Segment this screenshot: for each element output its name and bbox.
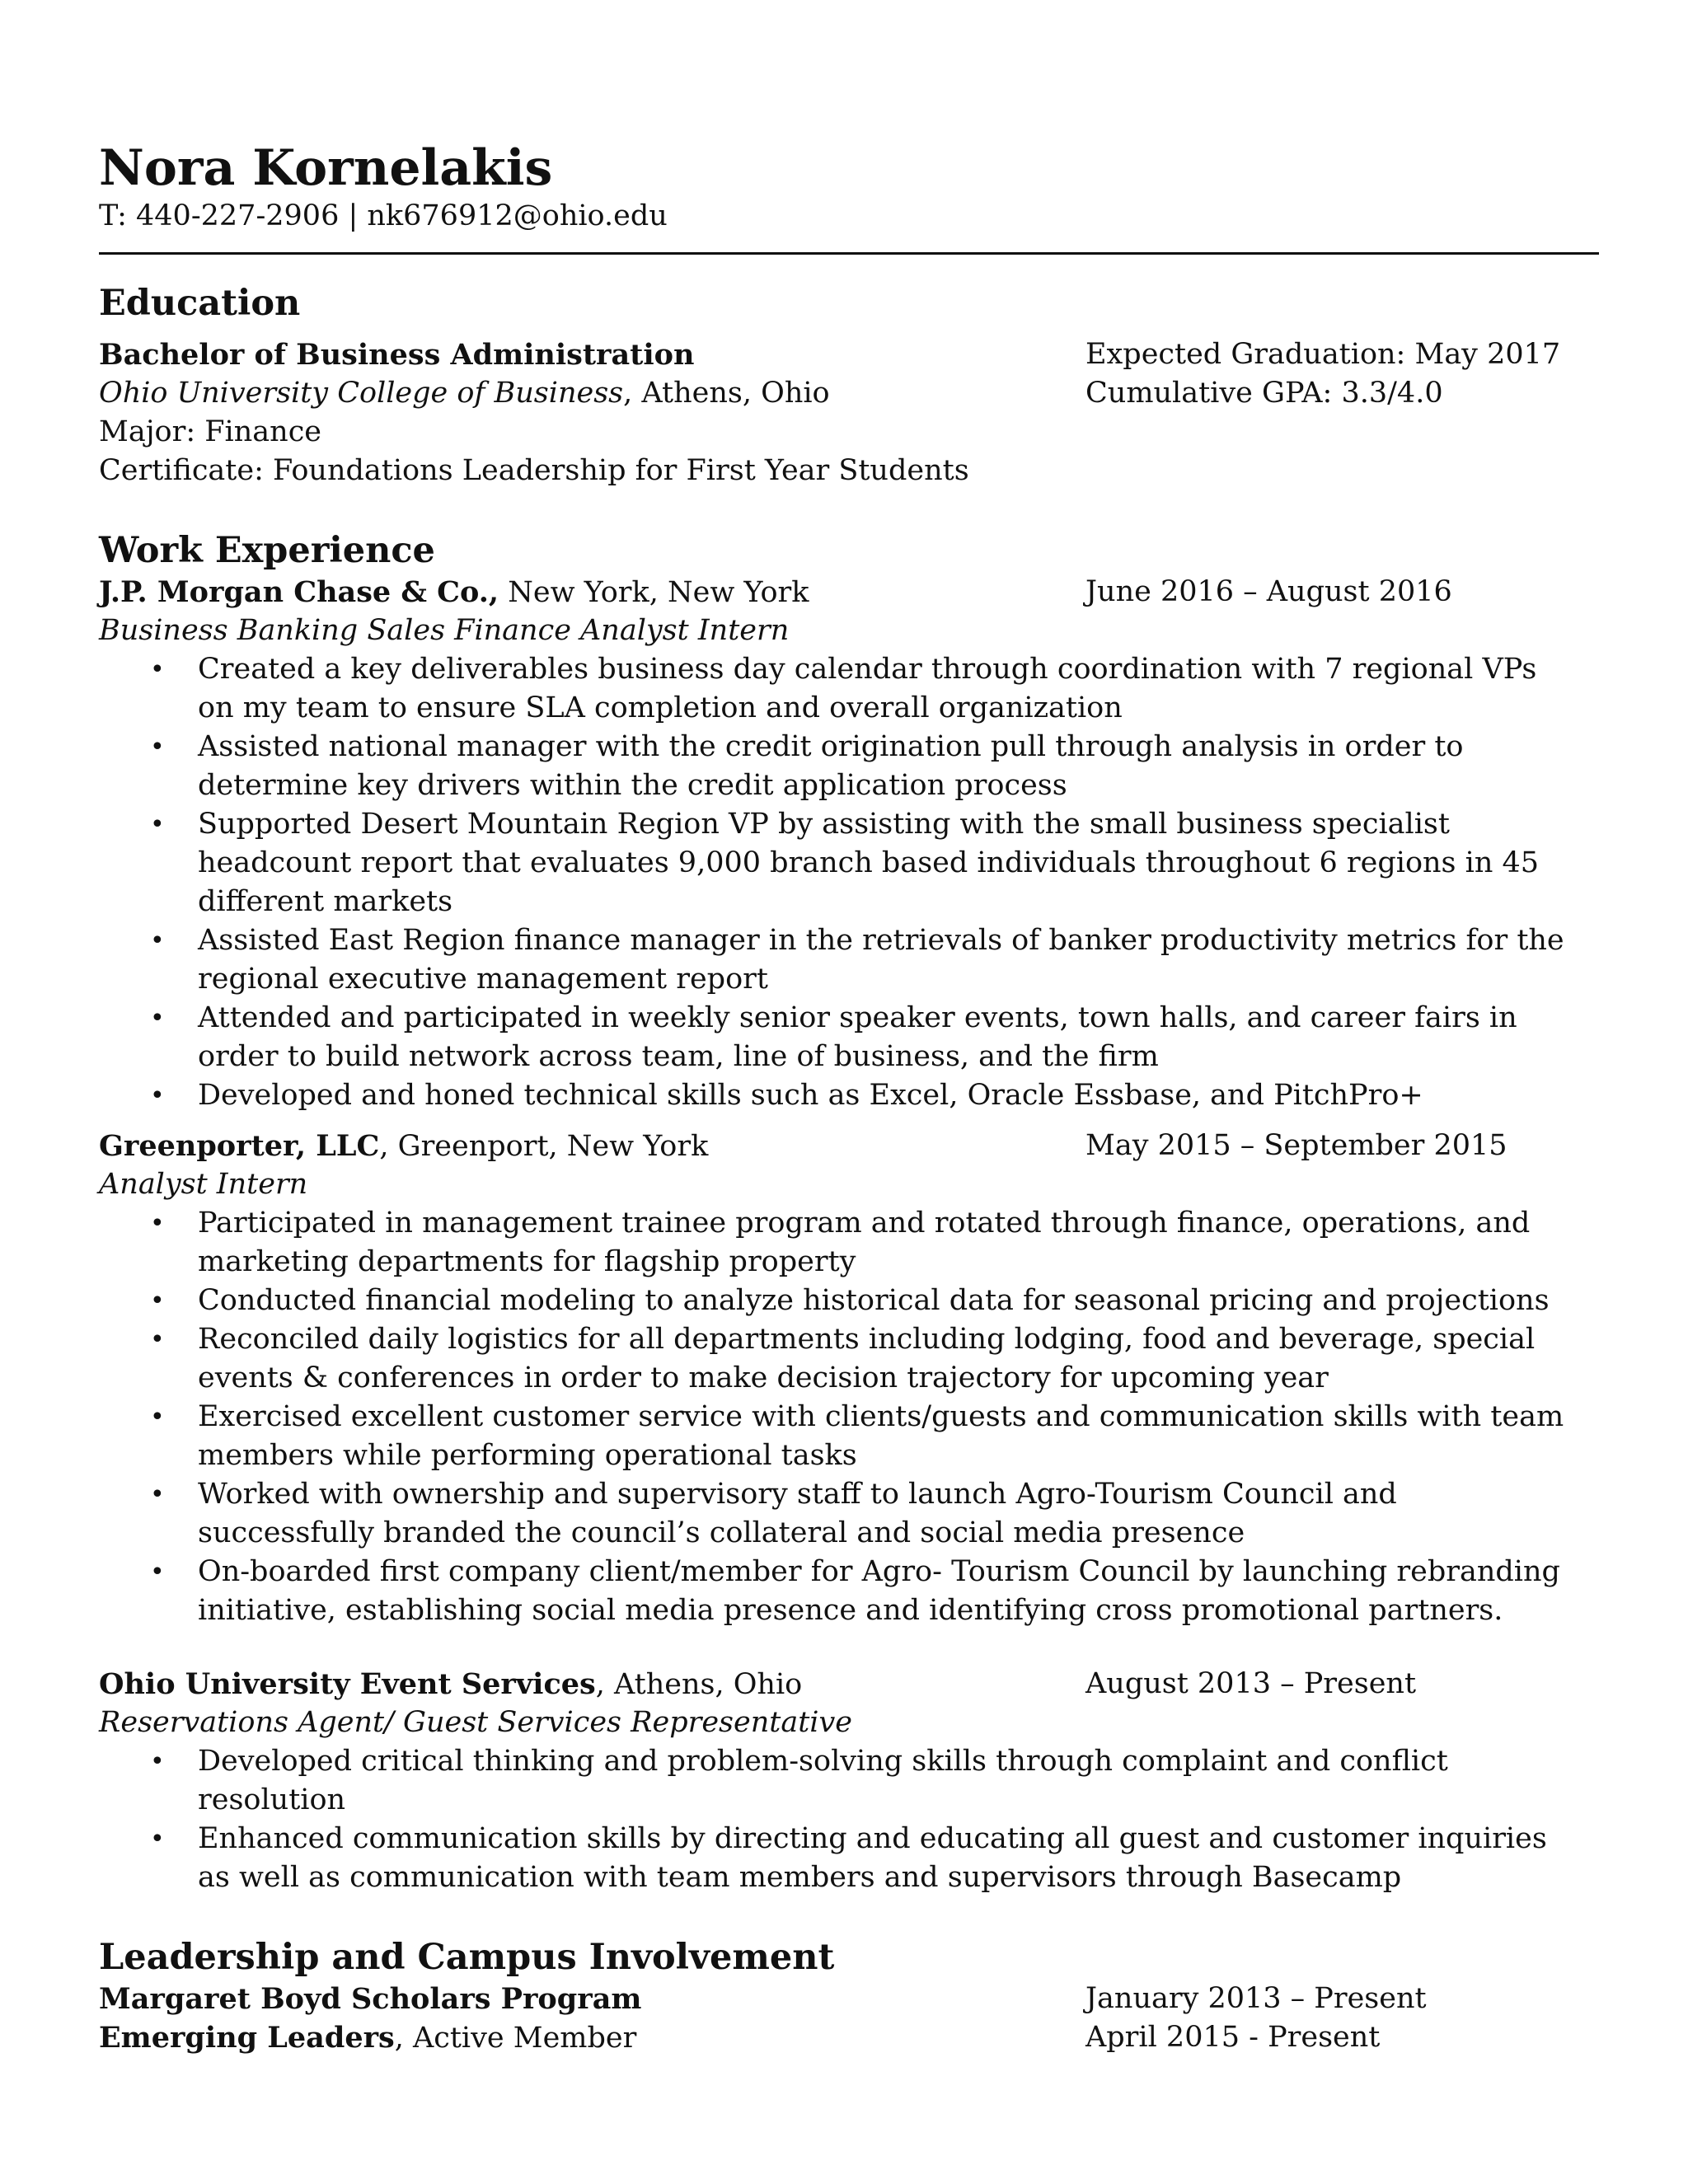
education-heading: Education bbox=[99, 283, 301, 324]
company-location: , Greenport, New York bbox=[379, 1130, 709, 1163]
list-item bbox=[99, 1204, 1574, 1282]
leadership-item bbox=[99, 1980, 1597, 2018]
bullet-icon: • bbox=[150, 733, 165, 762]
bullet-text: Assisted East Region finance manager in the retrievals of banker productivity metrics for the regional executive management report bbox=[198, 924, 1564, 996]
list-item bbox=[99, 728, 1574, 805]
job-title: Business Banking Sales Finance Analyst Intern bbox=[99, 614, 790, 647]
bullet-text: On-boarded first company client/member for Agro- Tourism Council by launching rebranding initiative, establishing social media presence and identifying cross promotional partners. bbox=[198, 1555, 1560, 1627]
certificate: Certificate: Foundations Leadership for First Year Students bbox=[99, 454, 969, 487]
bullet-icon: • bbox=[150, 1558, 165, 1586]
list-item bbox=[99, 921, 1574, 999]
bullet-text: Enhanced communication skills by directing and educating all guest and customer inquiries as well as communication with team members and supervisors through Basecamp bbox=[198, 1822, 1547, 1894]
bullet-icon: • bbox=[150, 1209, 165, 1238]
job-dates: May 2015 – September 2015 bbox=[1085, 1129, 1507, 1162]
bullet-icon: • bbox=[150, 1747, 165, 1776]
organization-name: Emerging Leaders bbox=[99, 2021, 395, 2055]
list-item bbox=[99, 805, 1574, 921]
job-bullet-list bbox=[99, 1204, 1597, 1630]
bullet-icon: • bbox=[150, 926, 165, 955]
bullet-icon: • bbox=[150, 1825, 165, 1854]
bullet-text: Attended and participated in weekly senior speaker events, town halls, and career fairs in order to build network across team, line of business, and the firm bbox=[198, 1001, 1517, 1073]
work-experience-heading: Work Experience bbox=[99, 530, 435, 571]
bullet-icon: • bbox=[150, 1004, 165, 1033]
company-name: Ohio University Event Services bbox=[99, 1667, 596, 1701]
involvement-dates: January 2013 – Present bbox=[1085, 1982, 1427, 2015]
education-section bbox=[99, 281, 1597, 490]
job-dates: June 2016 – August 2016 bbox=[1085, 575, 1452, 608]
job-bullet-list bbox=[99, 1742, 1597, 1897]
bullet-icon: • bbox=[150, 655, 165, 684]
work-experience-section bbox=[99, 528, 1597, 1897]
resume-page bbox=[99, 140, 1597, 2057]
bullet-text: Exercised excellent customer service with clients/guests and communication skills with team members while performing operational tasks bbox=[198, 1400, 1564, 1472]
organization-role: , Active Member bbox=[394, 2022, 637, 2055]
bullet-icon: • bbox=[150, 1325, 165, 1354]
leadership-section bbox=[99, 1935, 1597, 2057]
list-item bbox=[99, 999, 1574, 1076]
job-entry bbox=[99, 1127, 1597, 1630]
bullet-text: Participated in management trainee program and rotated through finance, operations, and marketing departments for flagship property bbox=[198, 1207, 1531, 1278]
bullet-icon: • bbox=[150, 1480, 165, 1509]
list-item bbox=[99, 1076, 1574, 1115]
school-row bbox=[99, 374, 1597, 413]
major: Major: Finance bbox=[99, 415, 322, 448]
bullet-text: Reconciled daily logistics for all departments including lodging, food and beverage, special events & conferences in order to make decision trajectory for upcoming year bbox=[198, 1323, 1536, 1394]
graduation-date: Expected Graduation: May 2017 bbox=[1085, 338, 1561, 371]
candidate-name: Nora Kornelakis bbox=[99, 139, 553, 197]
bullet-icon: • bbox=[150, 810, 165, 839]
job-dates: August 2013 – Present bbox=[1085, 1667, 1417, 1700]
job-header bbox=[99, 1127, 1597, 1165]
bullet-text: Worked with ownership and supervisory staff to launch Agro-Tourism Council and successfully branded the council’s collateral and social media presence bbox=[198, 1478, 1397, 1549]
job-entry bbox=[99, 573, 1597, 1115]
bullet-text: Developed and honed technical skills such as Excel, Oracle Essbase, and PitchPro+ bbox=[198, 1079, 1423, 1112]
job-bullet-list bbox=[99, 650, 1597, 1115]
company-location: , Athens, Ohio bbox=[595, 1668, 803, 1701]
contact-line: T: 440-227-2906 | nk676912@ohio.edu bbox=[99, 199, 668, 232]
job-title: Analyst Intern bbox=[99, 1168, 308, 1201]
organization-name: Margaret Boyd Scholars Program bbox=[99, 1982, 642, 2016]
gpa: Cumulative GPA: 3.3/4.0 bbox=[1085, 377, 1443, 410]
bullet-text: Conducted financial modeling to analyze historical data for seasonal pricing and projections bbox=[198, 1284, 1550, 1317]
job-entry bbox=[99, 1665, 1597, 1897]
bullet-text: Created a key deliverables business day calendar through coordination with 7 regional VPs on my team to ensure SLA completion and overall organization bbox=[198, 653, 1537, 724]
bullet-text: Developed critical thinking and problem-solving skills through complaint and conflict resolution bbox=[198, 1745, 1448, 1816]
list-item bbox=[99, 1553, 1574, 1630]
list-item bbox=[99, 1475, 1574, 1553]
header-divider bbox=[99, 252, 1599, 255]
list-item bbox=[99, 1398, 1574, 1475]
leadership-item bbox=[99, 2018, 1597, 2057]
bullet-icon: • bbox=[150, 1081, 165, 1110]
involvement-dates: April 2015 - Present bbox=[1085, 2021, 1381, 2054]
bullet-icon: • bbox=[150, 1403, 165, 1432]
company-name: J.P. Morgan Chase & Co., bbox=[99, 575, 499, 609]
job-title: Reservations Agent/ Guest Services Representative bbox=[99, 1706, 852, 1739]
school-name: Ohio University College of Business bbox=[99, 377, 624, 410]
school-location: , Athens, Ohio bbox=[623, 377, 830, 410]
company-location: New York, New York bbox=[499, 576, 809, 609]
company-name: Greenporter, LLC bbox=[99, 1129, 380, 1163]
list-item bbox=[99, 1742, 1574, 1820]
job-header bbox=[99, 1665, 1597, 1704]
bullet-text: Supported Desert Mountain Region VP by assisting with the small business specialist headcount report that evaluates 9,000 branch based individuals throughout 6 regions in 45 different markets bbox=[198, 808, 1540, 918]
bullet-text: Assisted national manager with the credit origination pull through analysis in order to determine key drivers within the credit application process bbox=[198, 730, 1464, 802]
degree-row bbox=[99, 335, 1597, 374]
bullet-icon: • bbox=[150, 1286, 165, 1315]
degree: Bachelor of Business Administration bbox=[99, 338, 695, 372]
list-item bbox=[99, 650, 1574, 728]
leadership-heading: Leadership and Campus Involvement bbox=[99, 1937, 835, 1978]
list-item bbox=[99, 1820, 1574, 1897]
list-item bbox=[99, 1282, 1574, 1320]
job-header bbox=[99, 573, 1597, 612]
list-item bbox=[99, 1320, 1574, 1398]
